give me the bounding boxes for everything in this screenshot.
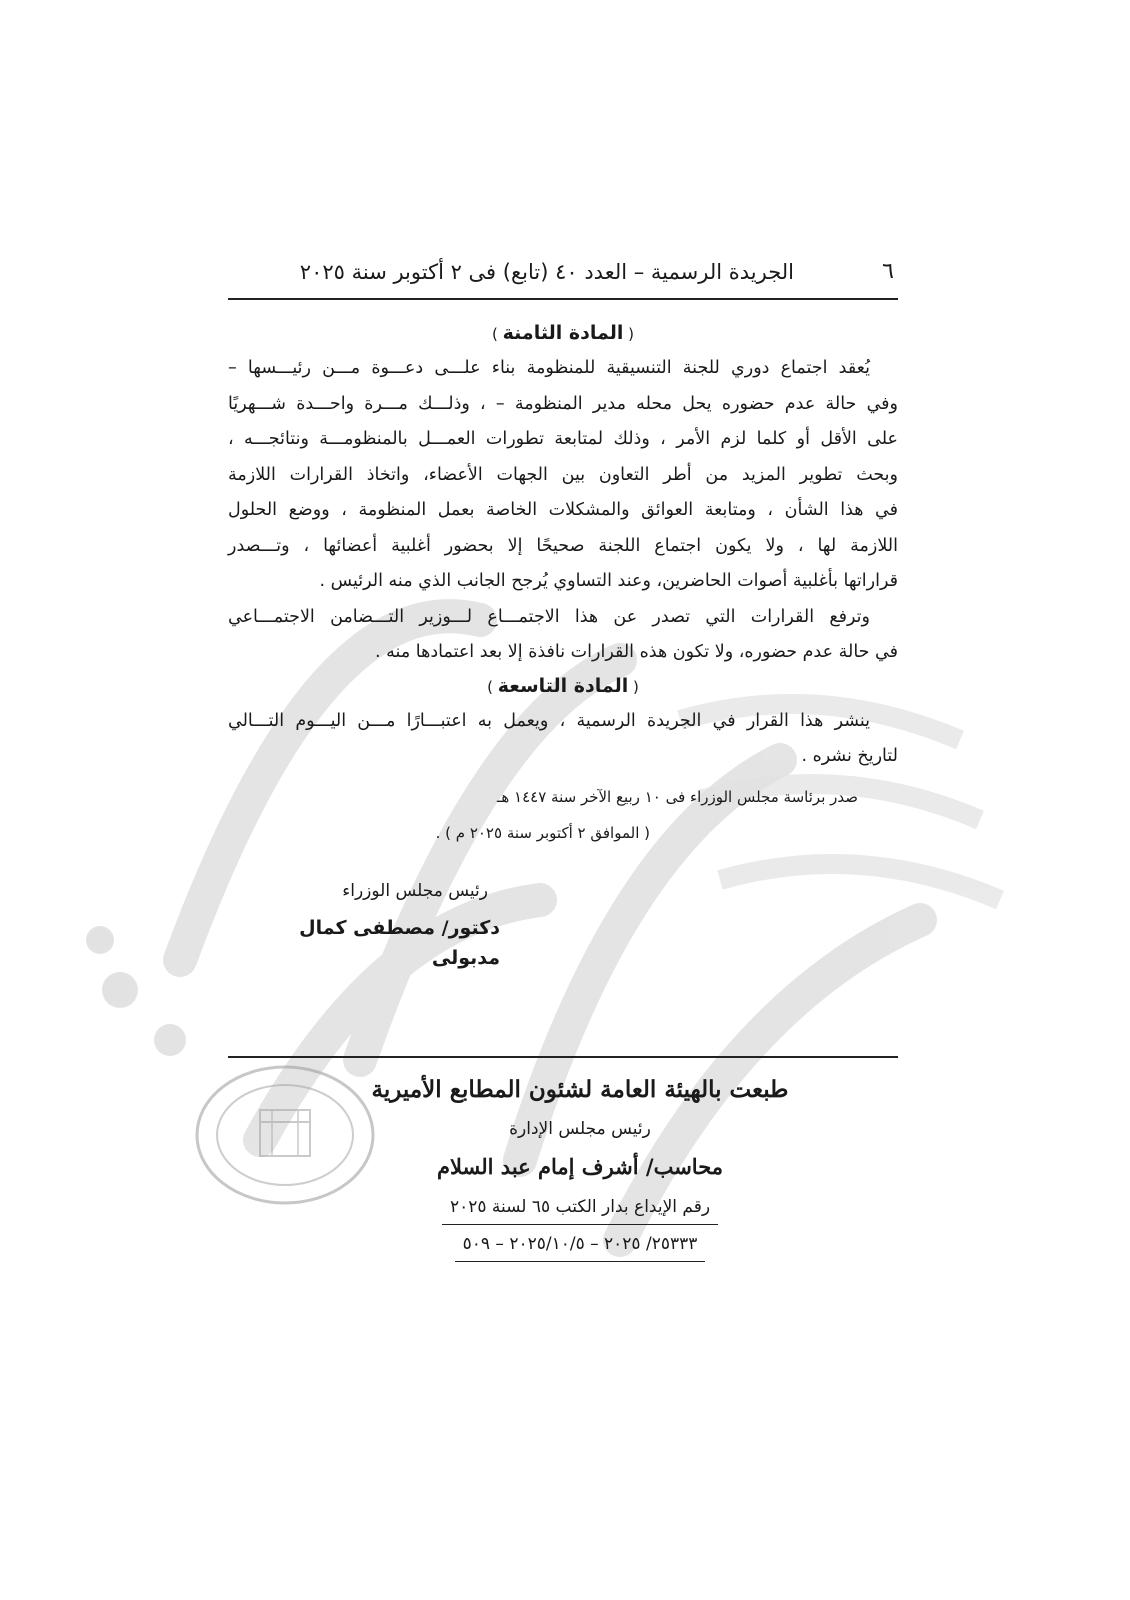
legal-deposit-number: رقم الإيداع بدار الكتب ٦٥ لسنة ٢٠٢٥ — [442, 1192, 718, 1225]
article-8-paragraph-2 — [228, 600, 898, 671]
signatory-name: دكتور/ مصطفى كمال مدبولى — [299, 916, 500, 969]
seal-stamp — [190, 1060, 380, 1210]
printer-footer — [370, 1072, 790, 1262]
article-9-heading-text: المادة التاسعة — [497, 674, 629, 697]
text-line: اللازمة لها ، ولا يكون اجتماع اللجنة صحيحًا إلا بحضور أغلبية أعضائها ، وتـــصدر — [228, 535, 898, 556]
text-line: لتاريخ نشره . — [801, 746, 898, 766]
signatory-title: رئيس مجلس الوزراء — [342, 880, 488, 901]
article-9-heading: ( المادة التاسعة ) — [487, 674, 639, 697]
text-line: في هذا الشأن ، ومتابعة العوائق والمشكلات الخاصة بعمل المنظومة ، ووضع الحلول — [228, 500, 898, 520]
footer-divider — [228, 1056, 898, 1058]
page-number: ٦ — [882, 259, 894, 284]
text-line: وبحث تطوير المزيد من أطر التعاون بين الجهات الأعضاء، واتخاذ القرارات اللازمة — [228, 464, 898, 485]
article-8-paragraph-1 — [228, 351, 898, 600]
page-header — [228, 258, 898, 300]
issued-date-hijri: صدر برئاسة مجلس الوزراء فى ١٠ ربيع الآخر سنة ١٤٤٧ هـ — [496, 787, 858, 806]
issued-date-gregorian: ( الموافق ٢ أكتوبر سنة ٢٠٢٥ م ) . — [435, 823, 650, 842]
article-8-heading-text: المادة الثامنة — [502, 322, 624, 344]
text-line: على الأقل أو كلما لزم الأمر ، وذلك لمتابعة تطورات العمـــل بالمنظومـــة ونتائجـــه ، — [228, 429, 898, 449]
print-code: ٢٥٣٣٣/ ٢٠٢٥ – ٢٠٢٥/١٠/٥ – ٥٠٩ — [455, 1229, 706, 1262]
text-line: قراراتها بأغلبية أصوات الحاضرين، وعند التساوي يُرجح الجانب الذي منه الرئيس . — [319, 571, 898, 591]
board-chairman-name: محاسب/ أشرف إمام عبد السلام — [437, 1154, 723, 1179]
gazette-title: الجريدة الرسمية – العدد ٤٠ (تابع) فى ٢ أكتوبر سنة ٢٠٢٥ — [299, 260, 794, 284]
article-9-paragraph — [228, 704, 898, 775]
text-line: في حالة عدم حضوره، ولا تكون هذه القرارات نافذة إلا بعد اعتمادها منه . — [375, 642, 898, 662]
board-chairman-title: رئيس مجلس الإدارة — [509, 1119, 651, 1139]
text-line: يُعقد اجتماع دوري للجنة التنسيقية للمنظومة بناء علـــى دعـــوة مـــن رئيـــسها – — [228, 358, 870, 378]
text-line: ينشر هذا القرار في الجريدة الرسمية ، ويعمل به اعتبـــارًا مـــن اليـــوم التـــالي — [228, 710, 870, 731]
main-content — [228, 318, 898, 973]
text-line: وترفع القرارات التي تصدر عن هذا الاجتمـــاع لـــوزير التـــضامن الاجتمـــاعي — [228, 606, 870, 627]
article-8-heading: ( المادة الثامنة ) — [492, 322, 634, 344]
text-line: وفي حالة عدم حضوره يحل محله مدير المنظومة – ، وذلـــك مـــرة واحـــدة شـــهريًا — [228, 393, 898, 414]
printed-by-text: طبعت بالهيئة العامة لشئون المطابع الأميرية — [371, 1076, 789, 1103]
